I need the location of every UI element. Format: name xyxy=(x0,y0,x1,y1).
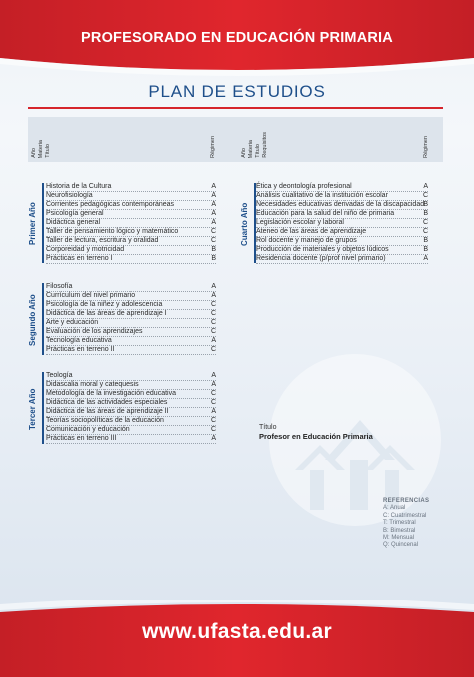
year-block-4 xyxy=(240,182,430,272)
year-bar-1 xyxy=(42,183,44,263)
subject-regimen: A xyxy=(211,372,216,379)
references-legend xyxy=(383,498,429,550)
subject-name: Didáctica de las actividades especiales xyxy=(46,399,168,406)
subject-regimen: C xyxy=(210,390,216,397)
table-header xyxy=(28,117,443,162)
subject-name: Ateneo de las áreas de aprendizaje xyxy=(256,228,367,235)
subject-name: Arte y educación xyxy=(46,319,99,326)
reference-item: C: Cuatrimestral xyxy=(383,512,427,519)
subject-regimen: B xyxy=(423,246,428,253)
subject-name: Ética y deontología profesional xyxy=(256,183,352,190)
subject-regimen: C xyxy=(210,346,216,353)
reference-item: T: Trimestral xyxy=(383,520,416,527)
subject-name: Legislación escolar y laboral xyxy=(256,219,344,226)
subject-regimen: A xyxy=(211,283,216,290)
subject-name: Psicología general xyxy=(46,210,104,217)
header-left-year: Año xyxy=(31,148,37,158)
subject-name: Corrientes pedagógicas contemporáneas xyxy=(46,201,175,208)
degree-title: Profesor en Educación Primaria xyxy=(259,432,373,441)
subject-row xyxy=(46,434,216,444)
subject-regimen: A xyxy=(211,337,216,344)
year-label-2: Segundo Año xyxy=(28,294,37,346)
subject-regimen: A xyxy=(211,219,216,226)
subject-name: Educación para la salud del niño de primaria xyxy=(256,210,395,217)
year-block-3 xyxy=(28,371,218,451)
subject-regimen: B xyxy=(423,201,428,208)
subject-name: Taller de pensamiento lógico y matemático xyxy=(46,228,179,235)
subject-regimen: C xyxy=(210,328,216,335)
subject-name: Teorías sociopolíticas de la educación xyxy=(46,417,164,424)
plan-title: PLAN DE ESTUDIOS xyxy=(148,82,326,101)
subject-regimen: B xyxy=(423,237,428,244)
subject-name: Didascalia moral y catequesis xyxy=(46,381,139,388)
subject-name: Didáctica de las áreas de aprendizaje I xyxy=(46,310,167,317)
reference-item: Q: Quincenal xyxy=(383,542,419,549)
subject-regimen: C xyxy=(210,426,216,433)
header-right-year: Año xyxy=(241,148,247,158)
subject-name: Taller de lectura, escritura y oralidad xyxy=(46,237,159,244)
subject-regimen: A xyxy=(211,210,216,217)
subject-regimen: C xyxy=(422,228,428,235)
subject-name: Residencia docente (p/prof nivel primario) xyxy=(256,255,386,262)
subject-regimen: A xyxy=(211,435,216,442)
subject-regimen: C xyxy=(210,319,216,326)
subject-name: Prácticas en terreno III xyxy=(46,435,117,442)
subject-name: Evaluación de los aprendizajes xyxy=(46,328,143,335)
header-right-subject: Materia xyxy=(248,139,254,158)
header-left-subject: Materia xyxy=(38,139,44,158)
year-label-4: Cuarto Año xyxy=(240,202,249,246)
subject-regimen: B xyxy=(211,255,216,262)
subject-regimen: C xyxy=(210,399,216,406)
year-block-2 xyxy=(28,282,218,362)
reference-item: A: Anual xyxy=(383,505,406,512)
subject-row xyxy=(46,254,216,264)
subject-regimen: B xyxy=(423,210,428,217)
subject-regimen: A xyxy=(423,255,428,262)
header-right-title: Título xyxy=(255,144,261,158)
subject-regimen: C xyxy=(210,237,216,244)
subject-name: Comunicación y educación xyxy=(46,426,130,433)
subject-regimen: A xyxy=(211,192,216,199)
subject-regimen: A xyxy=(211,201,216,208)
year-block-1 xyxy=(28,182,218,272)
subject-regimen: A xyxy=(211,408,216,415)
subject-name: Prácticas en terreno II xyxy=(46,346,115,353)
subject-name: Psicología de la niñez y adolescencia xyxy=(46,301,163,308)
subject-name: Prácticas en terreno I xyxy=(46,255,113,262)
year-label-1: Primer Año xyxy=(28,202,37,246)
year-bar-2 xyxy=(42,283,44,355)
header-right-requirements: Requisitos xyxy=(262,132,268,158)
title-divider xyxy=(28,107,443,109)
header-left-regimen: Régimen xyxy=(210,135,216,158)
subject-row xyxy=(46,345,216,355)
website-link[interactable]: www.ufasta.edu.ar xyxy=(142,620,332,643)
subject-regimen: A xyxy=(423,183,428,190)
subject-regimen: A xyxy=(211,292,216,299)
subject-row xyxy=(256,254,428,264)
subject-name: Tecnología educativa xyxy=(46,337,112,344)
year-bar-3 xyxy=(42,372,44,444)
subject-regimen: A xyxy=(211,183,216,190)
year-label-3: Tercer Año xyxy=(28,388,37,430)
subject-regimen: A xyxy=(211,381,216,388)
header-right-regimen: Régimen xyxy=(423,135,429,158)
subject-regimen: C xyxy=(210,301,216,308)
references-title: REFERENCIAS xyxy=(383,498,430,504)
subject-name: Filosofía xyxy=(46,283,73,290)
subject-name: Didáctica de las áreas de aprendizaje II xyxy=(46,408,169,415)
subject-regimen: C xyxy=(422,219,428,226)
subject-regimen: C xyxy=(210,417,216,424)
degree-label: Título xyxy=(259,424,277,431)
subject-regimen: C xyxy=(210,228,216,235)
subject-regimen: C xyxy=(210,310,216,317)
reference-item: B: Bimestral xyxy=(383,527,416,534)
subject-name: Historia de la Cultura xyxy=(46,183,112,190)
subject-regimen: C xyxy=(422,192,428,199)
subject-name: Rol docente y manejo de grupos xyxy=(256,237,357,244)
subject-name: Didáctica general xyxy=(46,219,101,226)
reference-item: M: Mensual xyxy=(383,535,415,542)
header-left-title: Título xyxy=(45,144,51,158)
subject-name: Corporeidad y motricidad xyxy=(46,246,125,253)
program-title: PROFESORADO EN EDUCACIÓN PRIMARIA xyxy=(81,30,393,46)
subject-name: Currículum del nivel primario xyxy=(46,292,136,299)
subject-regimen: B xyxy=(211,246,216,253)
subject-name: Neurofisiología xyxy=(46,192,93,199)
subject-name: Análisis cualitativo de la institución escolar xyxy=(256,192,388,199)
subject-name: Producción de materiales y objetos lúdicos xyxy=(256,246,389,253)
subject-name: Teología xyxy=(46,372,73,379)
subject-name: Necesidades educativas derivadas de la discapacidad xyxy=(256,201,425,208)
subject-name: Metodología de la investigación educativa xyxy=(46,390,176,397)
